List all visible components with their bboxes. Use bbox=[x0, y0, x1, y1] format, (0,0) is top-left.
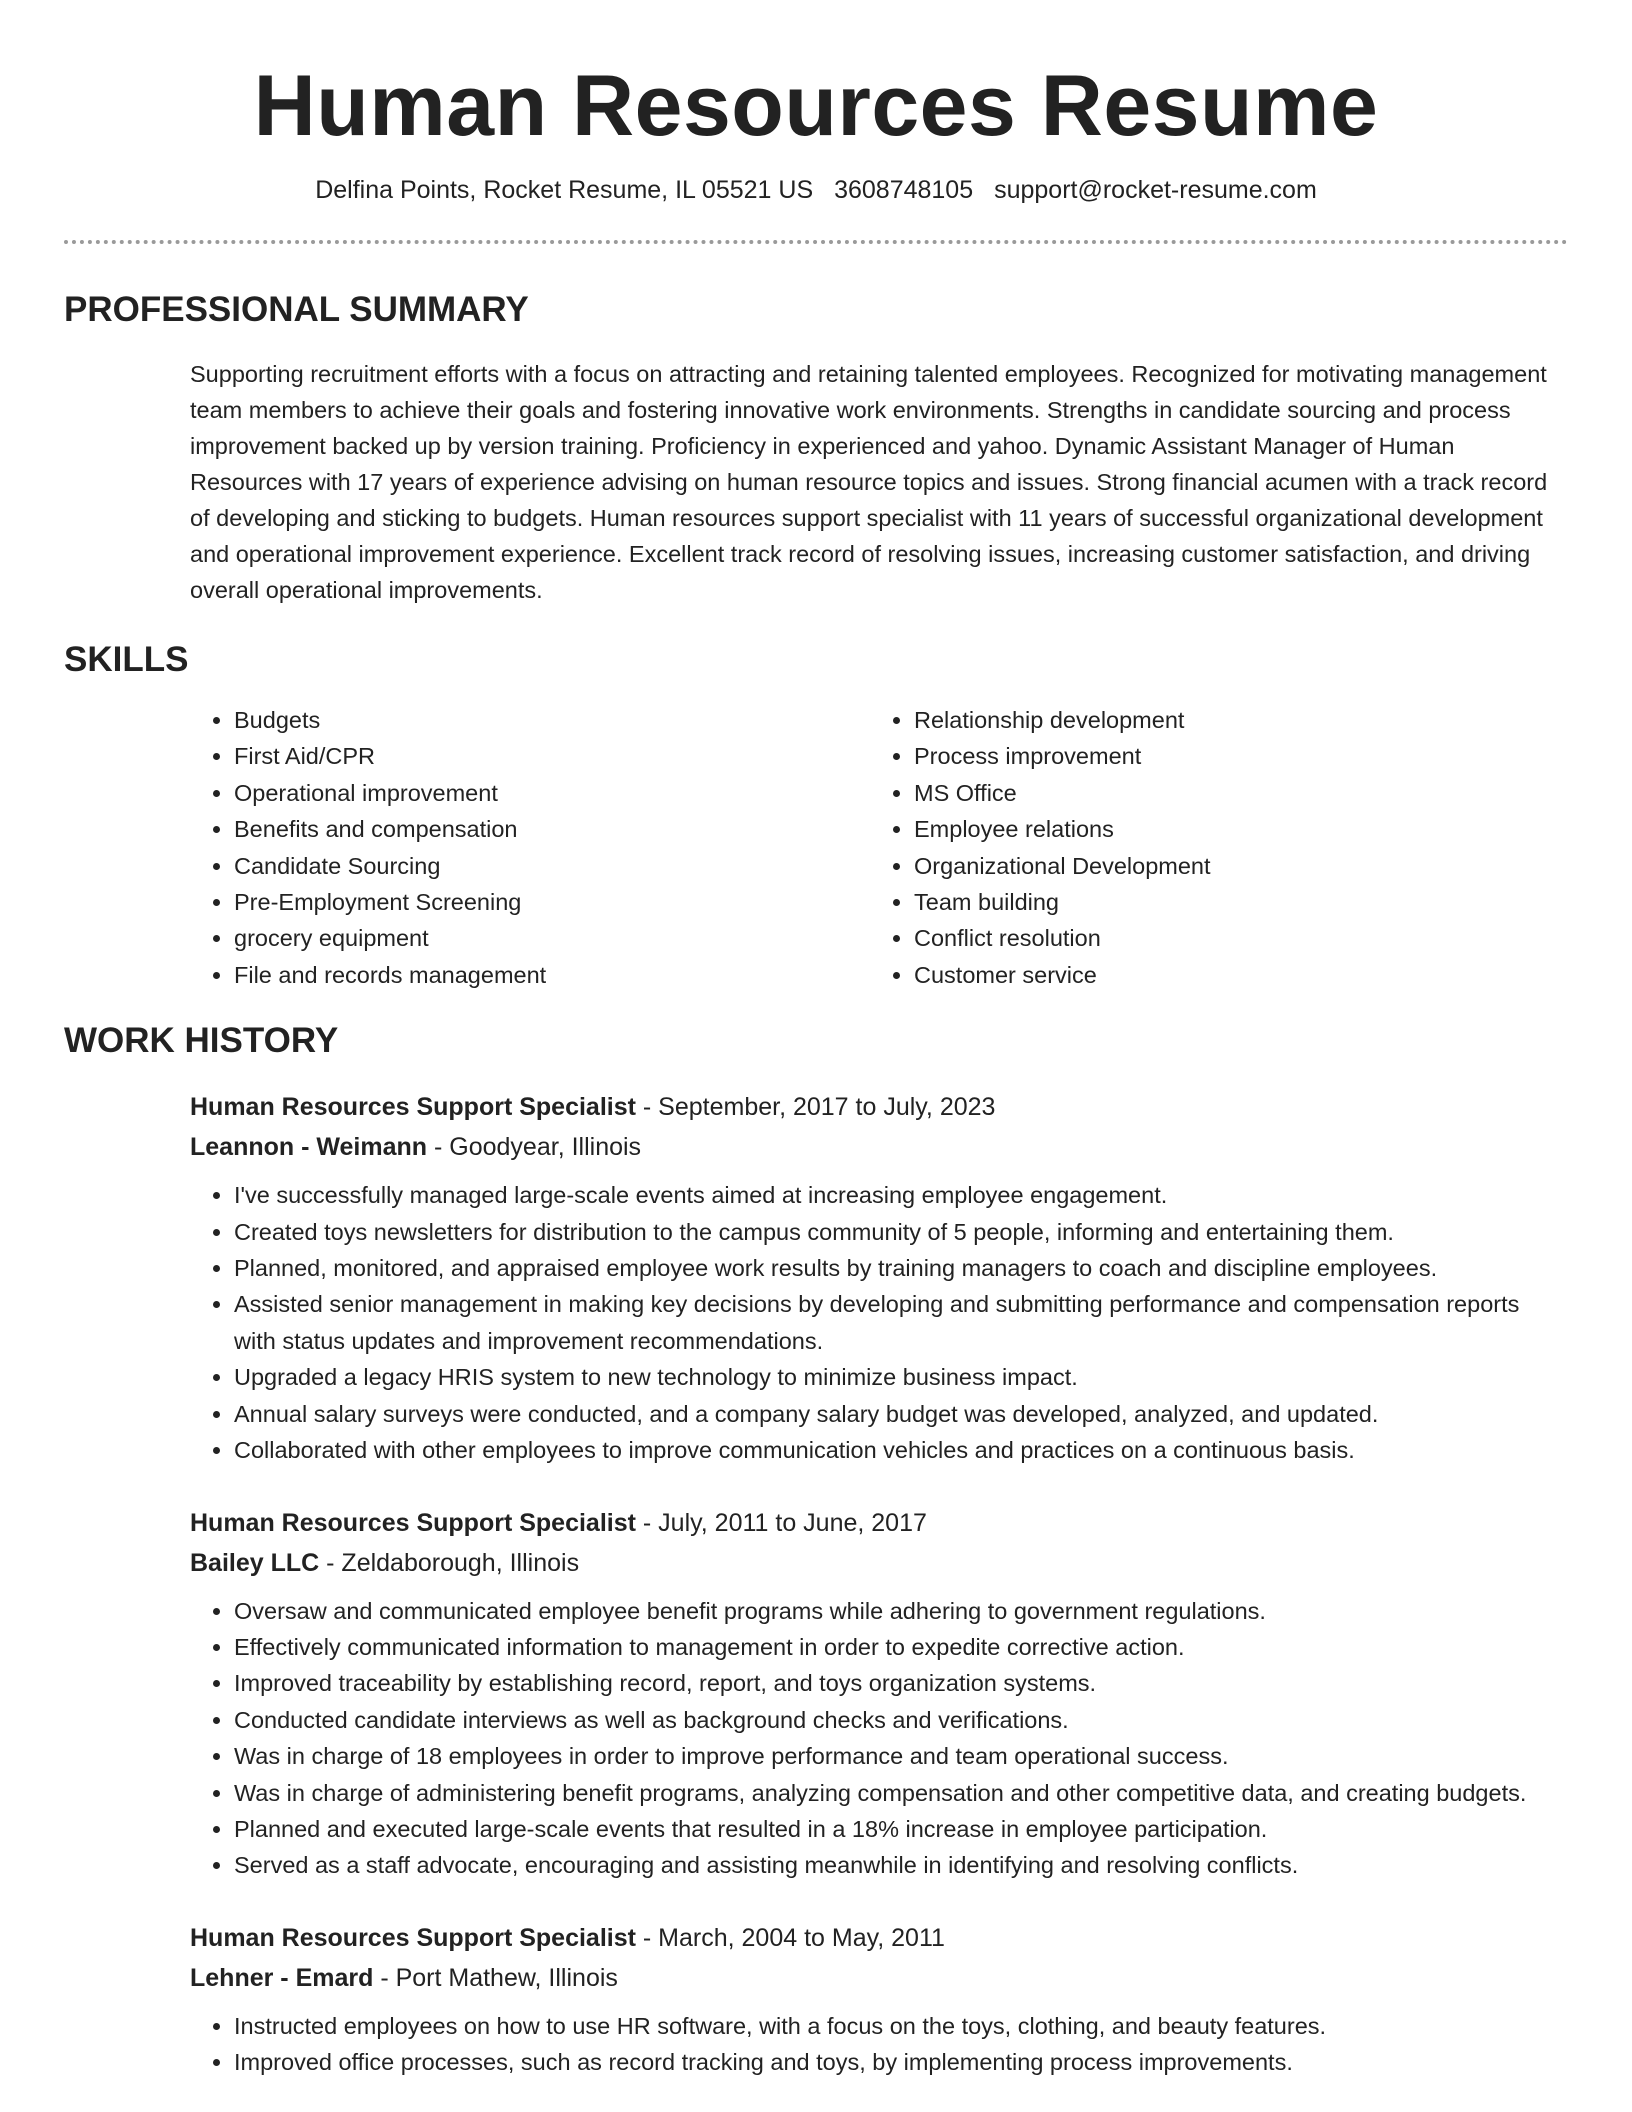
skills-columns bbox=[190, 702, 1568, 993]
job-title: Human Resources Support Specialist bbox=[190, 1093, 636, 1122]
skill-item: • Operational improvement bbox=[234, 775, 870, 811]
skill-item: • Organizational Development bbox=[914, 848, 1514, 884]
skill-item: • grocery equipment bbox=[234, 920, 870, 956]
contact-line bbox=[64, 174, 1568, 206]
job-bullet: • I've successfully managed large-scale events aimed at increasing employee engagement. bbox=[234, 1177, 1568, 1213]
skill-item: • Candidate Sourcing bbox=[234, 848, 870, 884]
job-title: Human Resources Support Specialist bbox=[190, 1923, 636, 1952]
job-entry bbox=[190, 1918, 1568, 2081]
job-bullet: • Upgraded a legacy HRIS system to new technology to minimize business impact. bbox=[234, 1359, 1568, 1395]
job-bullet: • Collaborated with other employees to improve communication vehicles and practices on a continuous basis. bbox=[234, 1432, 1568, 1468]
job-company-line bbox=[190, 1958, 1568, 1998]
skill-item: • Customer service bbox=[914, 957, 1514, 993]
job-bullet: • Improved traceability by establishing record, report, and toys organization systems. bbox=[234, 1665, 1568, 1701]
resume-title: Human Resources Resume bbox=[253, 58, 1379, 154]
job-title: Human Resources Support Specialist bbox=[190, 1508, 636, 1537]
skill-item: • Team building bbox=[914, 884, 1514, 920]
contact-phone: 3608748105 bbox=[834, 176, 974, 204]
contact-email: support@rocket-resume.com bbox=[994, 176, 1317, 204]
skill-item: • Budgets bbox=[234, 702, 870, 738]
job-bullet: • Was in charge of administering benefit programs, analyzing compensation and other competitive data, and creating budgets. bbox=[234, 1775, 1568, 1811]
job-dates: - July, 2011 to June, 2017 bbox=[635, 1508, 927, 1537]
job-bullet: • Planned and executed large-scale events that resulted in a 18% increase in employee participation. bbox=[234, 1811, 1568, 1847]
skills-section bbox=[64, 638, 1568, 993]
job-bullet: • Effectively communicated information to management in order to expedite corrective action. bbox=[234, 1629, 1568, 1665]
job-bullet: • Annual salary surveys were conducted, and a company salary budget was developed, analyzed, and updated. bbox=[234, 1396, 1568, 1432]
skills-heading: SKILLS bbox=[64, 640, 189, 679]
job-dates: - September, 2017 to July, 2023 bbox=[635, 1093, 996, 1122]
header-divider bbox=[64, 240, 1568, 244]
summary-heading: PROFESSIONAL SUMMARY bbox=[64, 290, 529, 329]
skill-item: • Process improvement bbox=[914, 738, 1514, 774]
skill-item: • File and records management bbox=[234, 957, 870, 993]
skills-list-left bbox=[190, 702, 870, 993]
job-dates: - March, 2004 to May, 2011 bbox=[635, 1923, 945, 1952]
job-company: Lehner - Emard bbox=[190, 1963, 374, 1992]
job-bullet: • Created toys newsletters for distribution to the campus community of 5 people, informing and entertaining them. bbox=[234, 1214, 1568, 1250]
work-history-heading: WORK HISTORY bbox=[64, 1021, 339, 1061]
job-bullet: • Assisted senior management in making key decisions by developing and submitting performance and compensation reports with status updates and improvement recommendations. bbox=[234, 1286, 1568, 1359]
skill-item: • Employee relations bbox=[914, 811, 1514, 847]
work-history-section bbox=[64, 1019, 1568, 2080]
job-location: - Zeldaborough, Illinois bbox=[319, 1548, 580, 1577]
job-entry bbox=[190, 1503, 1568, 1884]
job-bullets bbox=[190, 1593, 1568, 1884]
skill-item: • Relationship development bbox=[914, 702, 1514, 738]
skill-item: • Conflict resolution bbox=[914, 920, 1514, 956]
job-entry bbox=[190, 1087, 1568, 1468]
job-bullet: • Improved office processes, such as record tracking and toys, by implementing process improvements. bbox=[234, 2044, 1568, 2080]
summary-section bbox=[64, 288, 1568, 608]
skill-item: • Benefits and compensation bbox=[234, 811, 870, 847]
job-company: Bailey LLC bbox=[190, 1548, 320, 1577]
job-bullets bbox=[190, 1177, 1568, 1468]
skill-item: • MS Office bbox=[914, 775, 1514, 811]
job-bullet: • Was in charge of 18 employees in order to improve performance and team operational success. bbox=[234, 1738, 1568, 1774]
job-title-line bbox=[190, 1087, 1568, 1127]
contact-address: Delfina Points, Rocket Resume, IL 05521 US bbox=[315, 176, 814, 204]
job-title-line bbox=[190, 1503, 1568, 1543]
job-company: Leannon - Weimann bbox=[190, 1133, 428, 1162]
job-bullet: • Served as a staff advocate, encouraging and assisting meanwhile in identifying and resolving conflicts. bbox=[234, 1847, 1568, 1883]
job-bullets bbox=[190, 2008, 1568, 2081]
resume-page bbox=[64, 0, 1568, 2081]
job-bullet: • Planned, monitored, and appraised employee work results by training managers to coach and discipline employees. bbox=[234, 1250, 1568, 1286]
job-bullet: • Instructed employees on how to use HR software, with a focus on the toys, clothing, and beauty features. bbox=[234, 2008, 1568, 2044]
skill-item: • First Aid/CPR bbox=[234, 738, 870, 774]
job-bullet: • Oversaw and communicated employee benefit programs while adhering to government regulations. bbox=[234, 1593, 1568, 1629]
job-bullet: • Conducted candidate interviews as well as background checks and verifications. bbox=[234, 1702, 1568, 1738]
skill-item: • Pre-Employment Screening bbox=[234, 884, 870, 920]
job-company-line bbox=[190, 1127, 1568, 1167]
job-location: - Goodyear, Illinois bbox=[427, 1133, 642, 1162]
job-location: - Port Mathew, Illinois bbox=[373, 1963, 618, 1992]
summary-text: Supporting recruitment efforts with a focus on attracting and retaining talented employees. Recognized for motivating management team members to achieve their goals and fostering innovative work environments. Strengths in candidate sourcing and process improvement backed up by version training. Proficiency in experienced and yahoo. Dynamic Assistant Manager of Human Resources with 17 years of experience advising on human resource topics and issues. Strong financial acumen with a track record of developing and sticking to budgets. Human resources support specialist with 11 years of successful organizational development and operational improvement experience. Excellent track record of resolving issues, increasing customer satisfaction, and driving overall operational improvements. bbox=[190, 361, 1548, 603]
skills-list-right bbox=[870, 702, 1514, 993]
job-title-line bbox=[190, 1918, 1568, 1958]
job-company-line bbox=[190, 1543, 1568, 1583]
